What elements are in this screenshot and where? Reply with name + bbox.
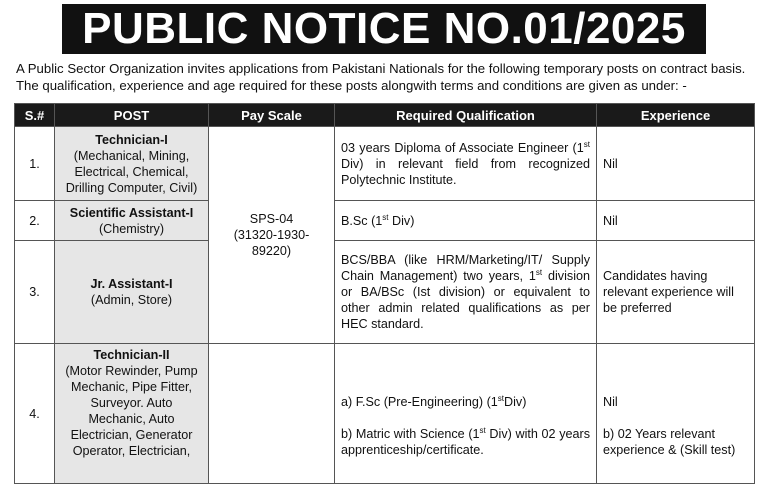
header-sn: S.#	[15, 104, 55, 127]
table-row	[15, 127, 755, 201]
header-post: POST	[55, 104, 209, 127]
table-row	[15, 344, 755, 484]
row-qualification: 03 years Diploma of Associate Engineer (1st Div) in relevant field from recognized Polytechnic Institute.	[335, 127, 597, 201]
header-experience: Experience	[597, 104, 755, 127]
experience-option-b: b) 02 Years relevant experience & (Skill test)	[603, 427, 736, 457]
experience-option-a: Nil	[603, 395, 618, 409]
intro-text	[16, 60, 761, 94]
table-row	[15, 201, 755, 241]
row-qualification: B.Sc (1st Div)	[335, 201, 597, 241]
header-pay-scale: Pay Scale	[209, 104, 335, 127]
row-post	[55, 201, 209, 241]
pay-scale-grade: SPS-04	[249, 212, 294, 226]
row-experience: Candidates having relevant experience will be preferred	[597, 241, 755, 344]
row-qualification: BCS/BBA (like HRM/Marketing/IT/ Supply Chain Management) two years, 1st division or BA/BSc (Ist division) or equivalent to other admin related qualifications as per HEC standard.	[335, 241, 597, 344]
notice-title: PUBLIC NOTICE NO.01/2025	[62, 4, 706, 54]
row-sn: 2.	[15, 201, 55, 241]
row-experience: Nil	[597, 201, 755, 241]
intro-line-2: The qualification, experience and age required for these posts alongwith terms and conditions are given as under: -	[16, 78, 687, 93]
post-detail: (Mechanical, Mining, Electrical, Chemical, Drilling Computer, Civil)	[65, 148, 198, 195]
post-title: Technician-I	[95, 132, 168, 147]
post-detail: (Chemistry)	[98, 221, 165, 236]
row-sn: 4.	[15, 344, 55, 484]
table-header-row	[15, 104, 755, 127]
header-qualification: Required Qualification	[335, 104, 597, 127]
post-title: Technician-II	[93, 348, 170, 362]
row-sn: 1.	[15, 127, 55, 201]
intro-line-1: A Public Sector Organization invites applications from Pakistani Nationals for the following temporary posts on contract basis.	[16, 61, 746, 76]
row-experience: Nil	[597, 127, 755, 201]
qualification-option-a: a) F.Sc (Pre-Engineering) (1stDiv)	[341, 393, 527, 409]
row-experience	[597, 344, 755, 484]
post-title: Scientific Assistant-I	[69, 205, 194, 220]
post-detail: (Admin, Store)	[90, 293, 173, 307]
posts-table	[14, 103, 755, 484]
row-post	[55, 344, 209, 484]
row-sn: 3.	[15, 241, 55, 344]
pay-scale-cell	[209, 127, 335, 344]
row-qualification	[335, 344, 597, 484]
pay-scale-cell-empty	[209, 344, 335, 484]
qualification-option-b: b) Matric with Science (1st Div) with 02 years apprenticeship/certificate.	[341, 425, 590, 457]
post-detail: (Motor Rewinder, Pump Mechanic, Pipe Fitter, Surveyor. Auto Mechanic, Auto Electrician, Generator Operator, Electrician,	[65, 364, 198, 458]
table-row	[15, 241, 755, 344]
row-post	[55, 127, 209, 201]
pay-scale-range: (31320-1930-89220)	[233, 228, 310, 258]
row-post	[55, 241, 209, 344]
post-title: Jr. Assistant-I	[90, 277, 173, 291]
